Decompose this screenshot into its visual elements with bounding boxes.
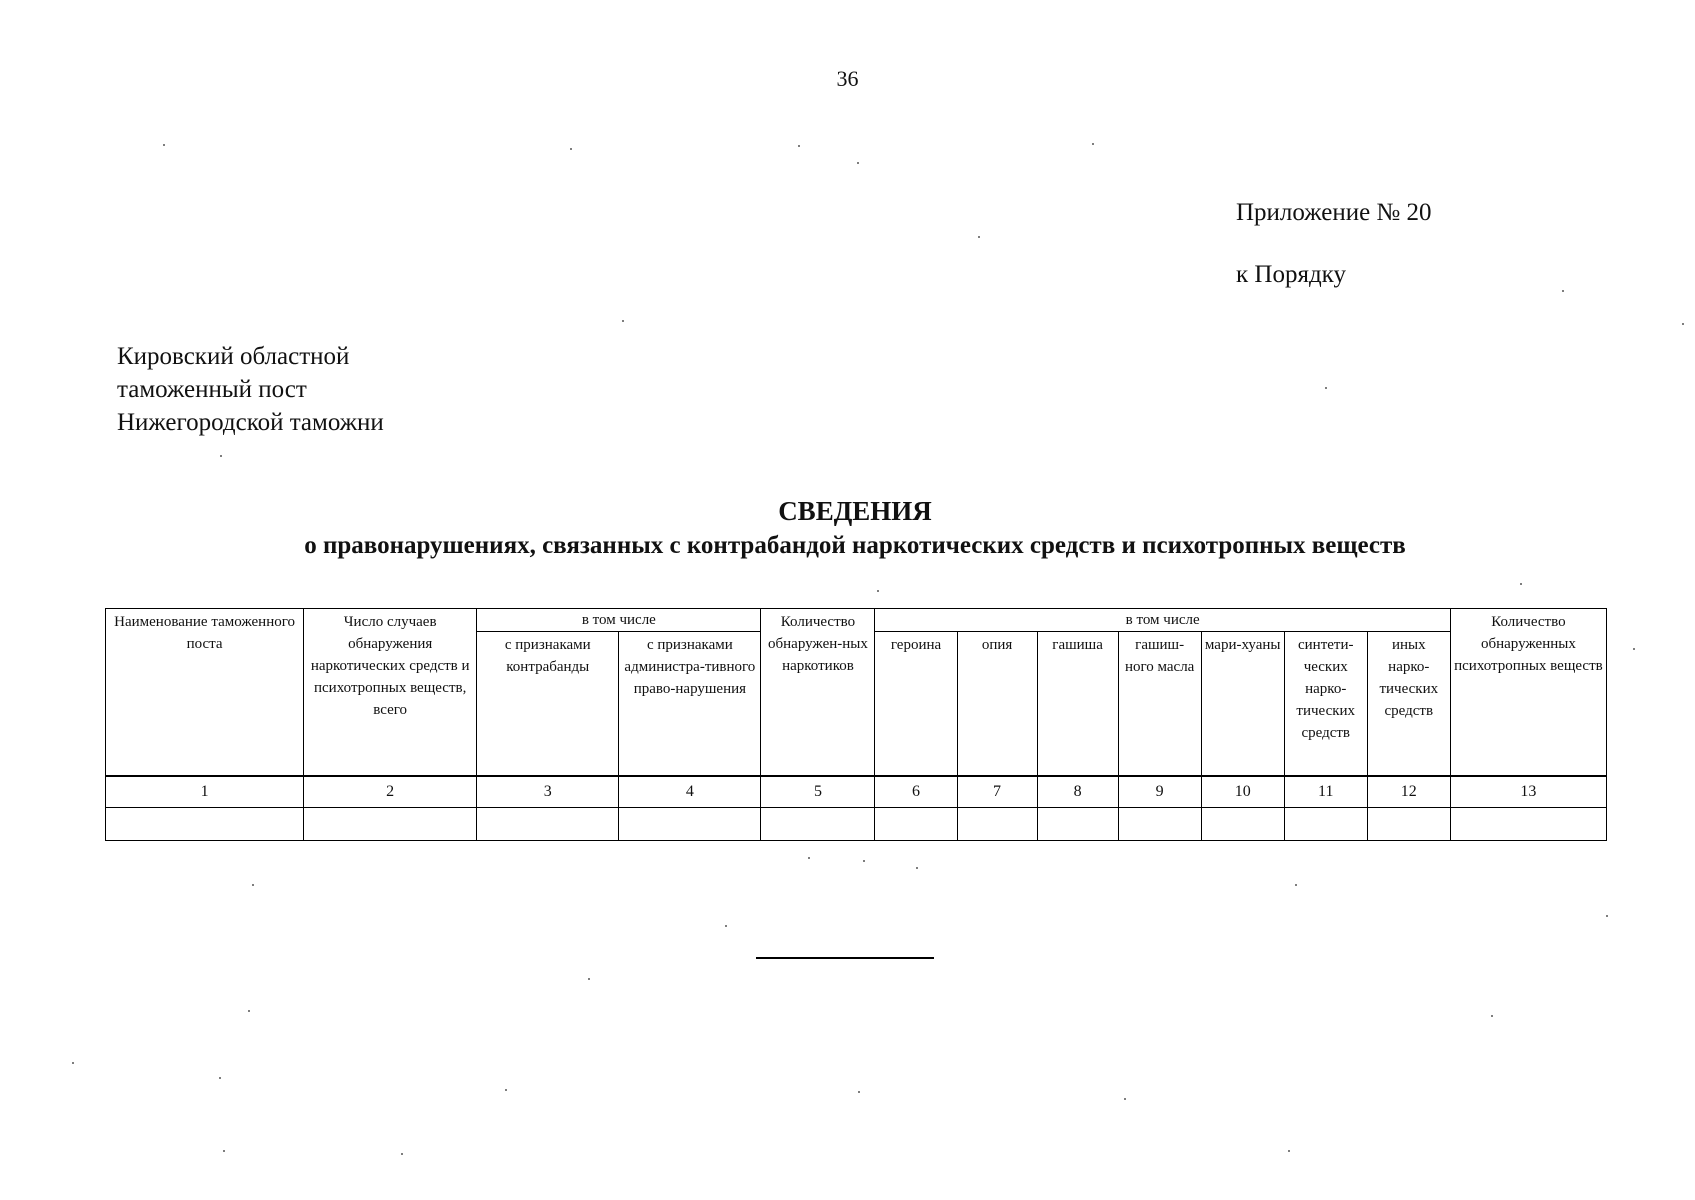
column-number: 2	[304, 776, 477, 808]
column-number: 5	[761, 776, 875, 808]
header-marijuana: мари-хуаны	[1201, 632, 1284, 776]
report-table	[105, 608, 1607, 841]
empty-cell	[304, 807, 477, 840]
column-number: 12	[1367, 776, 1450, 808]
header-group-including-2: в том числе	[875, 609, 1450, 632]
empty-cell	[619, 807, 761, 840]
empty-cell	[1284, 807, 1367, 840]
empty-cell	[1367, 807, 1450, 840]
header-administrative: с признаками администра-тивного право-нарушения	[619, 632, 761, 776]
header-heroin: героина	[875, 632, 957, 776]
empty-cell	[477, 807, 619, 840]
closing-rule	[756, 957, 934, 959]
empty-cell	[1201, 807, 1284, 840]
empty-cell	[761, 807, 875, 840]
column-number: 8	[1037, 776, 1118, 808]
column-number: 4	[619, 776, 761, 808]
document-title: СВЕДЕНИЯ	[778, 496, 932, 526]
appendix-block	[1236, 182, 1432, 306]
header-hashish-oil: гашиш-ного масла	[1118, 632, 1201, 776]
empty-cell	[957, 807, 1037, 840]
appendix-number: Приложение № 20	[1236, 199, 1432, 226]
header-post-name: Наименование таможенного поста	[106, 609, 304, 776]
header-other-narcotics: иных нарко-тических средств	[1367, 632, 1450, 776]
empty-cell	[875, 807, 957, 840]
empty-cell	[1450, 807, 1606, 840]
header-synthetic: синтети-ческих нарко-тических средств	[1284, 632, 1367, 776]
table-row	[106, 807, 1607, 840]
column-number: 9	[1118, 776, 1201, 808]
column-number: 7	[957, 776, 1037, 808]
column-number: 10	[1201, 776, 1284, 808]
header-group-including-1: в том числе	[477, 609, 761, 632]
column-number: 6	[875, 776, 957, 808]
header-smuggling: с признаками контрабанды	[477, 632, 619, 776]
empty-cell	[1037, 807, 1118, 840]
appendix-reference: к Порядку	[1236, 261, 1346, 288]
column-number: 1	[106, 776, 304, 808]
header-opium: опия	[957, 632, 1037, 776]
column-number: 3	[477, 776, 619, 808]
document-subtitle: о правонарушениях, связанных с контрабандой наркотических средств и психотропных веществ	[304, 532, 1406, 559]
empty-cell	[106, 807, 304, 840]
column-number-row	[106, 776, 1607, 808]
header-psychotropic-quantity: Количество обнаруженных психотропных веществ	[1450, 609, 1606, 776]
page-number: 36	[836, 66, 859, 91]
header-narcotics-quantity: Количество обнаружен-ных наркотиков	[761, 609, 875, 776]
column-number: 13	[1450, 776, 1606, 808]
header-hashish: гашиша	[1037, 632, 1118, 776]
column-number: 11	[1284, 776, 1367, 808]
organization-block	[117, 340, 384, 439]
org-line-3: Нижегородской таможни	[117, 409, 384, 436]
org-line-2: таможенный пост	[117, 376, 307, 403]
org-line-1: Кировский областной	[117, 343, 350, 370]
empty-cell	[1118, 807, 1201, 840]
header-total-cases: Число случаев обнаружения наркотических средств и психотропных веществ, всего	[304, 609, 477, 776]
